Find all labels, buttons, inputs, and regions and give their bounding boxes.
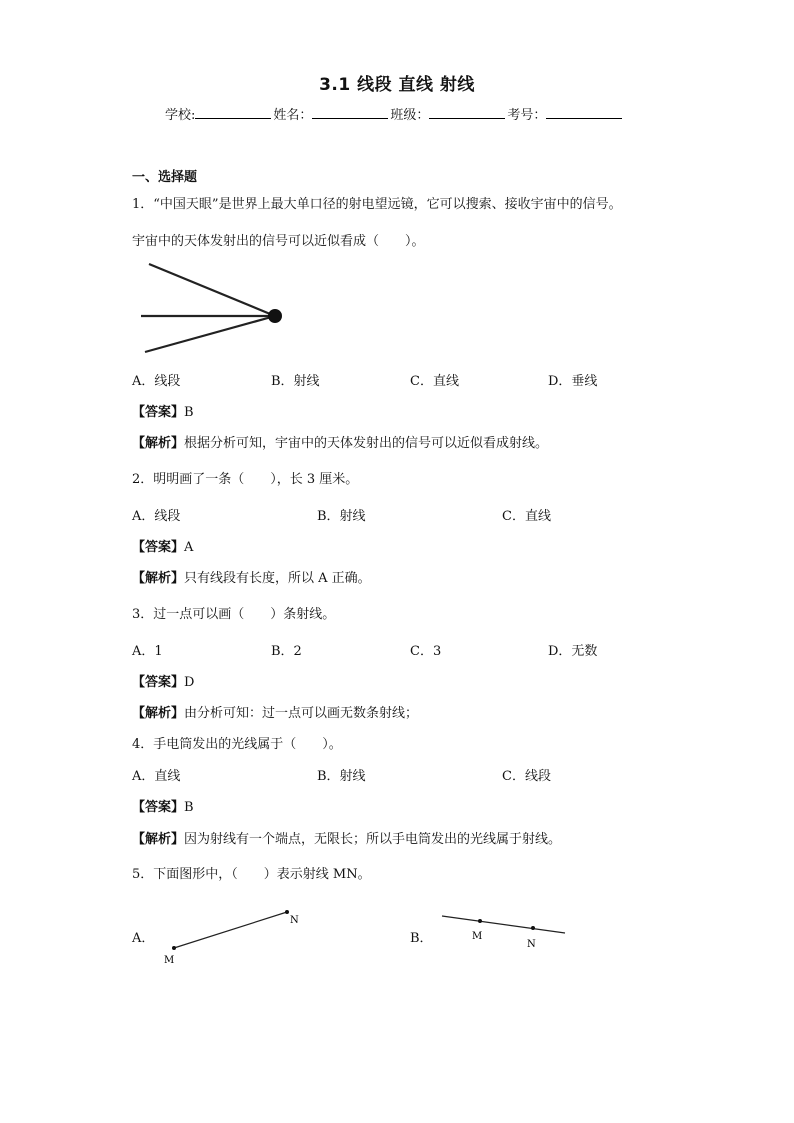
school-blank[interactable] [195,106,271,119]
q1-text-line1: 1．“中国天眼”是世界上最大单口径的射电望远镜，它可以搜索、接收宇宙中的信号。 [132,197,622,212]
q1-answer [132,401,194,420]
q1-option-a[interactable]: A．线段 [132,374,181,389]
q3-analysis-tag: 【解析】 [132,706,185,721]
page-title: 3.1 线段 直线 射线 [319,75,475,95]
q5b-point-m [478,919,482,923]
section-heading: 一、选择题 [132,170,198,185]
q2-analysis [132,567,371,586]
q5-figure-b [440,910,570,955]
q2-answer-tag: 【答案】 [132,540,185,555]
q2-option-c[interactable]: C．直线 [502,509,551,524]
q3-option-b[interactable]: B．2 [271,644,302,659]
q4-option-a[interactable]: A．直线 [132,769,181,784]
q3-option-d[interactable]: D．无数 [548,644,598,659]
q1-text-line2: 宇宙中的天体发射出的信号可以近似看成（ ）。 [132,234,425,249]
q4-analysis-text: 因为射线有一个端点，无限长；所以手电筒发出的光线属于射线。 [184,832,562,847]
q1-analysis-tag: 【解析】 [132,436,185,451]
name-label: 姓名： [273,108,313,123]
q3-answer-tag: 【答案】 [132,675,185,690]
class-label: 班级： [390,108,430,123]
q2-answer [132,536,193,555]
q3-answer [132,671,194,690]
q1-analysis-text: 根据分析可知，宇宙中的天体发射出的信号可以近似看成射线。 [184,436,549,451]
q4-answer [132,796,194,815]
q1-star-point [268,309,282,323]
q4-option-b[interactable]: B．射线 [317,769,366,784]
q5a-label-m: M [164,955,175,966]
q4-answer-value: B [184,800,194,815]
exam-no-label: 考号： [507,108,547,123]
q4-answer-tag: 【答案】 [132,800,185,815]
q5b-line [442,916,565,933]
q5a-label-n: N [290,915,299,926]
q5-option-b[interactable]: B． [410,931,433,946]
q1-ray-top [149,264,275,316]
q5-option-a[interactable]: A． [132,931,155,946]
q3-text: 3．过一点可以画（ ）条射线。 [132,607,336,622]
q1-ray-bottom [145,316,275,352]
q4-option-c[interactable]: C．线段 [502,769,551,784]
q1-option-c[interactable]: C．直线 [410,374,459,389]
q3-option-c[interactable]: C．3 [410,644,442,659]
name-blank[interactable] [312,106,388,119]
exam-no-blank[interactable] [546,106,622,119]
q4-text: 4．手电筒发出的光线属于（ ）。 [132,737,342,752]
q1-answer-tag: 【答案】 [132,405,185,420]
school-label: 学校: [165,108,196,123]
q5a-point-m [172,946,176,950]
q2-option-b[interactable]: B．射线 [317,509,366,524]
q5-figure-a [160,905,310,970]
class-blank[interactable] [429,106,505,119]
q3-option-a[interactable]: A．1 [132,644,163,659]
q2-analysis-text: 只有线段有长度，所以 A 正确。 [184,571,371,586]
q1-rays-figure [140,260,290,360]
q5a-segment [174,912,287,948]
q5-text: 5．下面图形中，（ ）表示射线 MN。 [132,867,371,882]
q3-answer-value: D [184,675,195,690]
q5b-label-m: M [472,931,483,942]
q2-text: 2．明明画了一条（ ），长 3 厘米。 [132,472,359,487]
q1-option-d[interactable]: D．垂线 [548,374,598,389]
q5b-point-n [531,926,535,930]
q4-analysis [132,828,561,847]
q3-analysis [132,702,418,721]
q5a-point-n [285,910,289,914]
q4-analysis-tag: 【解析】 [132,832,185,847]
student-info-line [165,104,624,123]
q2-option-a[interactable]: A．线段 [132,509,181,524]
q2-answer-value: A [184,540,194,555]
q5b-label-n: N [527,939,536,950]
q1-analysis [132,432,548,451]
q1-answer-value: B [184,405,194,420]
q1-option-b[interactable]: B．射线 [271,374,320,389]
q2-analysis-tag: 【解析】 [132,571,185,586]
q3-analysis-text: 由分析可知：过一点可以画无数条射线； [184,706,419,721]
